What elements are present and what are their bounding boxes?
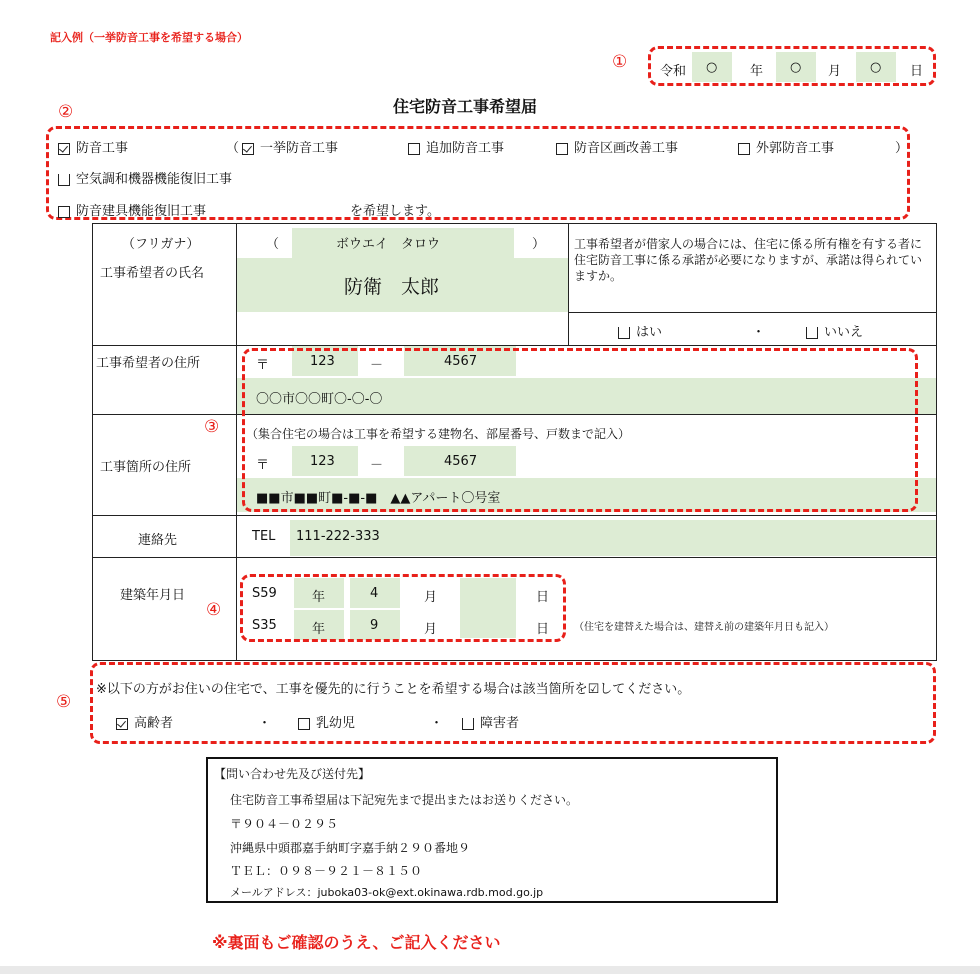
tsuika-label: 追加防音工事 — [426, 141, 505, 156]
date-day-label: 日 — [910, 64, 924, 79]
lessee-question: 工事希望者が借家人の場合には、住宅に係る所有権を有する者に住宅防音工事に係る承諾が必要になりますが、承諾は得られていますか。 — [574, 237, 923, 283]
address-zip1[interactable]: 123 — [310, 354, 335, 369]
built2-month-value[interactable]: 9 — [370, 618, 379, 633]
example-label: 記入例（一挙防音工事を希望する場合） — [50, 31, 248, 44]
elderly-label: 高齢者 — [134, 716, 174, 731]
ikkyo-label: 一挙防音工事 — [260, 141, 339, 156]
built2-era-year[interactable]: S35 — [252, 618, 277, 633]
kibou-text: を希望します。 — [350, 204, 440, 219]
gaikaku-checkbox[interactable] — [738, 143, 750, 155]
aircon-checkbox[interactable] — [58, 174, 70, 186]
inquiry-title: 【問い合わせ先及び送付先】 — [214, 767, 371, 781]
site-address-line[interactable]: ■■市■■町■-■-■ ▲▲アパート〇号室 — [256, 491, 501, 506]
priority-separator-2: ・ — [430, 716, 444, 731]
bottom-band — [0, 966, 980, 974]
address-zip-dash: － — [370, 358, 384, 373]
marker-1: ① — [612, 52, 628, 72]
date-month-label: 月 — [828, 64, 842, 79]
name-label: 工事希望者の氏名 — [100, 266, 205, 281]
date-era: 令和 — [660, 64, 687, 79]
marker-5: ⑤ — [56, 692, 72, 712]
gaikaku-label: 外郭防音工事 — [756, 141, 835, 156]
yes-checkbox[interactable] — [618, 327, 630, 339]
priority-text: ※以下の方がお住いの住宅で、工事を優先的に行うことを希望する場合は該当箇所を☑してください。 — [96, 682, 691, 697]
priority-separator-1: ・ — [258, 716, 272, 731]
built2-year-label: 年 — [312, 622, 326, 637]
built1-day-label: 日 — [536, 590, 550, 605]
inquiry-postal: 〒９０４－０２９５ — [230, 817, 339, 831]
built1-era-year[interactable]: S59 — [252, 586, 277, 601]
soundproof-checkbox[interactable] — [58, 143, 70, 155]
marker-2: ② — [58, 102, 74, 122]
site-zip-dash: － — [370, 458, 384, 473]
aircon-label: 空気調和機器機能復旧工事 — [76, 172, 233, 187]
tsuika-checkbox[interactable] — [408, 143, 420, 155]
built-note: （住宅を建替えた場合は、建替え前の建築年月日も記入） — [574, 622, 834, 633]
inquiry-line1: 住宅防音工事希望届は下記宛先まで提出またはお送りください。 — [230, 793, 579, 807]
infant-checkbox[interactable] — [298, 718, 310, 730]
no-label: いいえ — [824, 325, 864, 340]
name-field[interactable]: 防衛 太郎 — [344, 276, 440, 298]
built-date-box — [240, 574, 566, 642]
no-checkbox[interactable] — [806, 327, 818, 339]
tel-label: TEL — [252, 529, 276, 544]
marker-3: ③ — [204, 417, 220, 437]
address-zip2[interactable]: 4567 — [444, 354, 478, 369]
priority-box — [90, 662, 936, 744]
site-zip1[interactable]: 123 — [310, 454, 335, 469]
built1-month-label: 月 — [424, 590, 438, 605]
kukaku-label: 防音区画改善工事 — [574, 141, 679, 156]
built2-month-label: 月 — [424, 622, 438, 637]
address-label: 工事希望者の住所 — [96, 356, 201, 371]
tategu-label: 防音建具機能復旧工事 — [76, 204, 207, 219]
disabled-checkbox[interactable] — [462, 718, 474, 730]
soundproof-label: 防音工事 — [76, 141, 129, 156]
tel-field[interactable]: 111-222-333 — [296, 529, 380, 544]
address-line[interactable]: 〇〇市〇〇町〇-〇-〇 — [256, 392, 383, 407]
paren-open: （ — [226, 141, 240, 156]
furigana-field[interactable]: ボウエイ タロウ — [336, 237, 441, 252]
tategu-checkbox[interactable] — [58, 206, 70, 218]
yes-label: はい — [636, 325, 663, 340]
disabled-label: 障害者 — [480, 716, 520, 731]
contact-label: 連絡先 — [138, 533, 178, 548]
kukaku-checkbox[interactable] — [556, 143, 568, 155]
built2-day-label: 日 — [536, 622, 550, 637]
ikkyo-checkbox[interactable] — [242, 143, 254, 155]
paren-close: ） — [895, 141, 909, 156]
site-postal-mark: 〒 — [256, 458, 270, 473]
inquiry-mail[interactable]: メールアドレス：juboka03-ok@ext.okinawa.rdb.mod.go.jp — [230, 886, 544, 899]
infant-label: 乳幼児 — [316, 716, 356, 731]
date-year-label: 年 — [750, 64, 764, 79]
date-month-value[interactable]: ○ — [790, 60, 802, 75]
date-year-value[interactable]: ○ — [706, 60, 718, 75]
yes-no-separator: ・ — [752, 325, 766, 340]
address-postal-mark: 〒 — [256, 358, 270, 373]
built-label: 建築年月日 — [120, 588, 186, 603]
site-label: 工事箇所の住所 — [100, 460, 192, 475]
elderly-checkbox[interactable] — [116, 718, 128, 730]
page-title: 住宅防音工事希望届 — [393, 97, 538, 116]
built1-year-label: 年 — [312, 590, 326, 605]
furigana-paren-open: （ — [266, 237, 280, 252]
marker-4: ④ — [206, 600, 222, 620]
site-zip2[interactable]: 4567 — [444, 454, 478, 469]
site-note: （集合住宅の場合は工事を希望する建物名、部屋番号、戸数まで記入） — [246, 427, 631, 441]
footer-notice: ※裏面もご確認のうえ、ご記入ください — [212, 933, 501, 952]
furigana-label: （フリガナ） — [122, 237, 200, 252]
inquiry-address: 沖縄県中頭郡嘉手納町字嘉手納２９０番地９ — [230, 841, 471, 855]
inquiry-tel: ＴＥＬ：０９８－９２１－８１５０ — [230, 864, 423, 878]
built1-month-value[interactable]: 4 — [370, 586, 379, 601]
furigana-paren-close: ） — [532, 237, 546, 252]
date-day-value[interactable]: ○ — [870, 60, 882, 75]
